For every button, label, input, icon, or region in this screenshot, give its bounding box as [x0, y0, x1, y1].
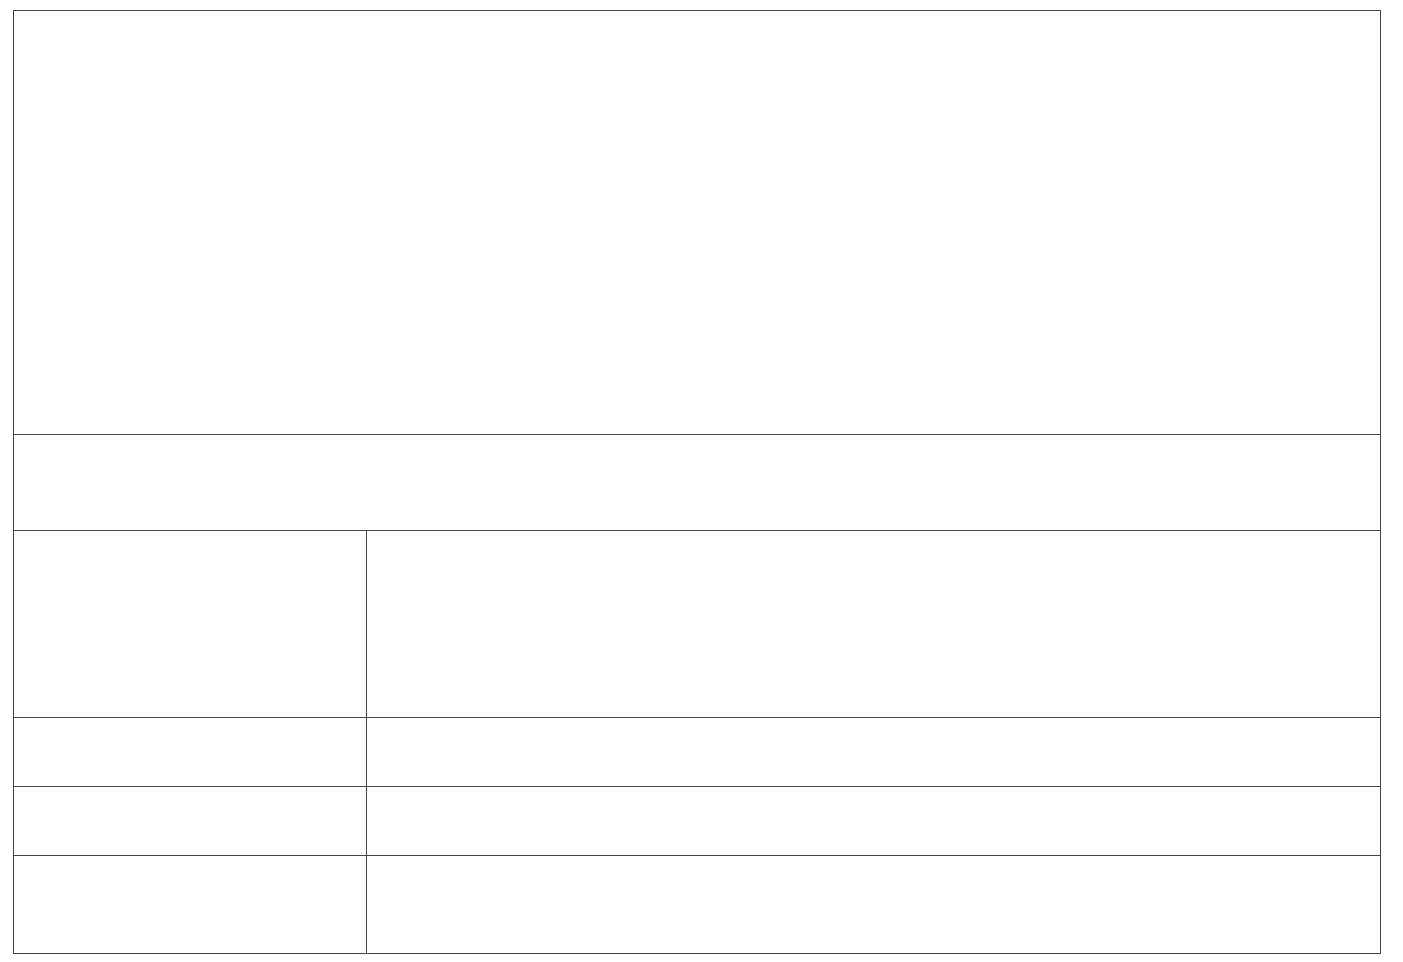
- section-divider-3: [13, 855, 1381, 856]
- section-divider-2: [13, 786, 1381, 787]
- section-divider-1: [13, 717, 1381, 718]
- grouping-note-box: [13, 434, 1381, 531]
- examples-column-divider: [366, 530, 367, 954]
- layers-examples-table: [13, 530, 1381, 954]
- layers-description-table: [13, 10, 1381, 435]
